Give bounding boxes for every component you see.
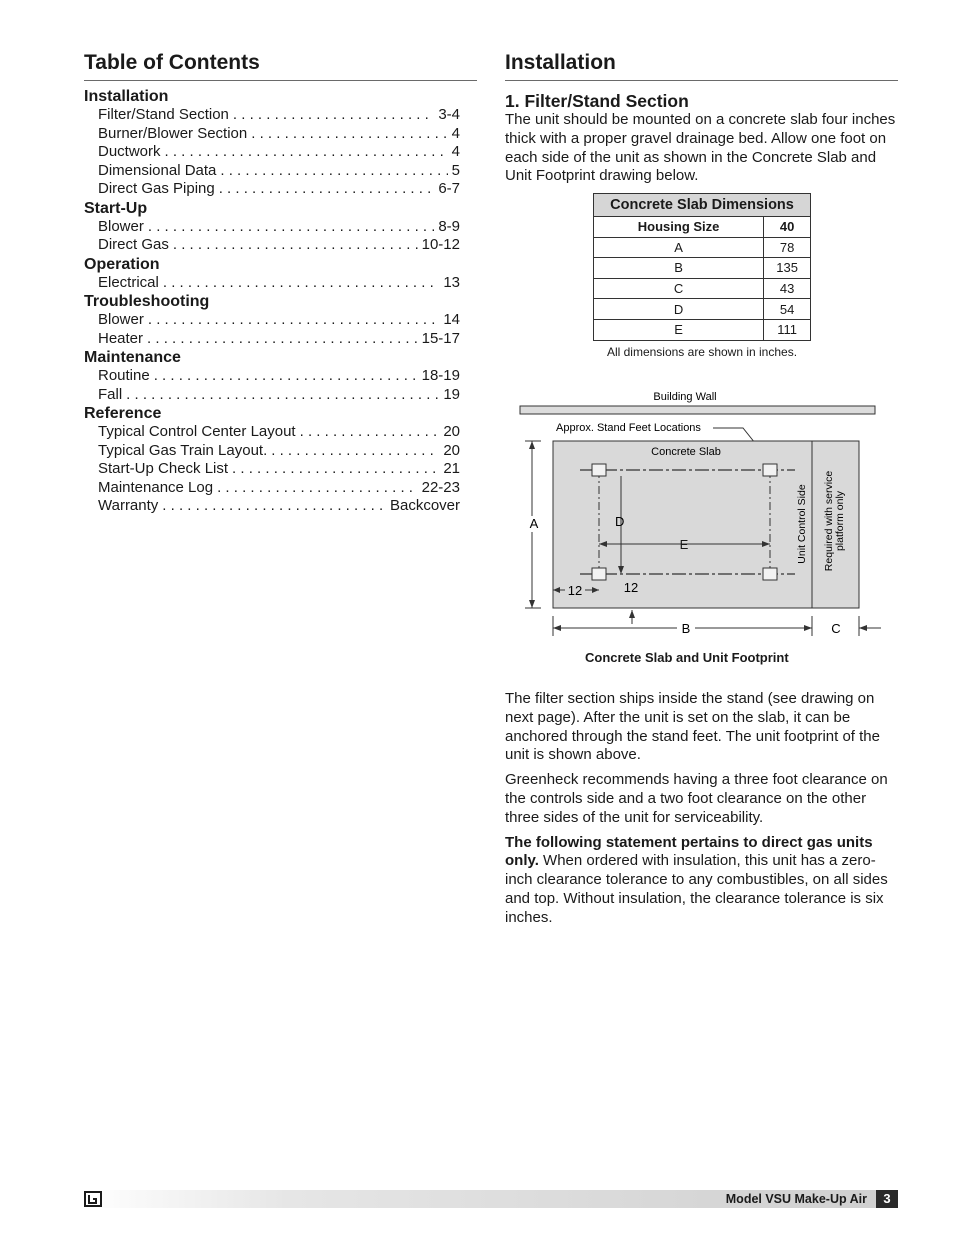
toc-entry[interactable] xyxy=(98,367,460,386)
table-row xyxy=(594,258,811,279)
table-caption: Concrete Slab Dimensions xyxy=(594,194,811,217)
toc-entry-page: 6-7 xyxy=(438,180,460,197)
table-row xyxy=(594,319,811,340)
toc-entry[interactable] xyxy=(98,274,460,293)
toc-leader-dots xyxy=(163,274,439,293)
direct-gas-statement-text: When ordered with insulation, this unit has a zero-inch clearance tolerance to any combustibles, on all sides and top. Without insulation, the clearance tolerance is six inches. xyxy=(505,852,888,926)
greenheck-logo xyxy=(84,1191,102,1207)
dimension-value-cell: 54 xyxy=(764,299,811,320)
toc-group-title: Reference xyxy=(84,405,162,422)
dimension-label-cell: B xyxy=(594,258,764,279)
toc-entry-page: 14 xyxy=(443,311,460,328)
toc-entry-page: 21 xyxy=(443,460,460,477)
toc-entry[interactable] xyxy=(98,218,460,237)
stand-foot-bottom-right xyxy=(763,568,777,580)
building-wall xyxy=(520,406,875,414)
toc-list xyxy=(84,87,477,516)
toc-group-title: Start-Up xyxy=(84,199,148,217)
diagram-caption: Concrete Slab and Unit Footprint xyxy=(585,650,789,665)
installation-title: Installation xyxy=(505,50,898,81)
dimension-label-cell: E xyxy=(594,319,764,340)
table-row xyxy=(594,299,811,320)
label-12-bottom: 12 xyxy=(623,580,639,595)
intro-paragraph: The unit should be mounted on a concrete slab four inches thick with a proper gravel drainage bed. Allow one foot on each side of the unit as shown in the Concrete Slab and Unit Footprint drawing below. xyxy=(505,111,896,185)
filter-stand-subtitle: 1. Filter/Stand Section xyxy=(505,91,689,111)
footer-model: Model VSU Make-Up Air xyxy=(725,1192,867,1206)
table-body xyxy=(594,237,811,340)
dimension-label-cell: A xyxy=(594,237,764,258)
toc-entry[interactable] xyxy=(98,442,460,461)
toc-group-title: Troubleshooting xyxy=(84,293,210,310)
toc-entry[interactable] xyxy=(98,180,460,199)
toc-leader-dots xyxy=(147,330,418,349)
toc-leader-dots xyxy=(148,311,439,330)
table-row xyxy=(594,237,811,258)
table-note: All dimensions are shown in inches. xyxy=(606,344,798,359)
toc-entry-page: 15-17 xyxy=(421,329,460,347)
toc-entry-page: 8-9 xyxy=(438,217,460,235)
toc-entry-text: Ductwork xyxy=(98,143,161,160)
toc-entry-page: 5 xyxy=(451,161,460,179)
logo-icon xyxy=(84,1191,102,1207)
stand-foot-top-left xyxy=(592,464,606,476)
toc-entry-page: 20 xyxy=(443,423,460,440)
toc-entry-page: 19 xyxy=(443,385,460,403)
toc-leader-dots xyxy=(220,162,447,181)
dimension-value-cell: 135 xyxy=(764,258,811,279)
toc-entry[interactable] xyxy=(98,330,460,349)
toc-entry[interactable] xyxy=(98,162,460,181)
toc-group-title: Maintenance xyxy=(84,349,181,366)
toc-entry-text: Dimensional Data xyxy=(98,161,217,179)
dimension-value-cell: 43 xyxy=(764,278,811,299)
dimension-b-arrow-right xyxy=(804,625,812,631)
label-c: C xyxy=(831,621,841,636)
toc-entry-text: Direct Gas Piping xyxy=(98,180,215,197)
toc-entry-text: Maintenance Log xyxy=(98,478,214,496)
toc-entry[interactable] xyxy=(98,125,460,144)
label-12-left: 12 xyxy=(567,583,583,598)
dimension-a-arrow-top xyxy=(529,441,535,449)
installation-section xyxy=(505,50,898,926)
toc-leader-dots xyxy=(217,479,418,498)
unit-control-side-label: Unit Control Side xyxy=(796,484,808,564)
slab-footprint-diagram xyxy=(505,388,898,668)
dimension-value-cell: 111 xyxy=(764,319,811,340)
toc-entry[interactable] xyxy=(98,460,460,479)
paragraph-direct-gas xyxy=(505,834,898,928)
toc-entry[interactable] xyxy=(98,143,460,162)
service-platform-label-line1: Required with service xyxy=(823,470,835,572)
concrete-slab-dimensions-table xyxy=(593,193,811,359)
toc-entry-text: Fall xyxy=(98,385,123,403)
toc-entry-page: 3-4 xyxy=(438,106,460,123)
toc-leader-dots xyxy=(154,367,418,386)
toc-entry-text: Heater xyxy=(98,329,144,347)
paragraph-clearance: Greenheck recommends having a three foot clearance on the controls side and a two foot clearance on the other three sides of the unit for serviceability. xyxy=(505,771,888,826)
toc-entry-page: 13 xyxy=(443,273,460,291)
direct-gas-statement-bold: The following statement pertains to direct gas units only. xyxy=(505,833,873,870)
page-number: 3 xyxy=(876,1190,898,1208)
toc-leader-dots xyxy=(232,460,439,479)
stand-foot-bottom-left xyxy=(592,568,606,580)
toc-leader-dots xyxy=(233,106,434,125)
dimension-label-cell: D xyxy=(594,299,764,320)
toc-group-title: Installation xyxy=(84,88,169,105)
concrete-slab-label: Concrete Slab xyxy=(651,446,721,458)
toc-entry-text: Electrical xyxy=(98,273,159,291)
toc-entry[interactable] xyxy=(98,311,460,330)
paragraph-filter-section: The filter section ships inside the stand (see drawing on next page). After the unit is set on the slab, it can be anchored through the stand feet. The unit footprint of the unit is shown above. xyxy=(505,690,880,764)
toc-leader-dots xyxy=(219,180,435,199)
stand-foot-top-right xyxy=(763,464,777,476)
toc-entry[interactable] xyxy=(98,106,460,125)
toc-entry-page: 10-12 xyxy=(421,236,460,253)
toc-entry-page: 4 xyxy=(451,143,460,160)
toc-entry[interactable] xyxy=(98,236,460,255)
dimension-label-cell: C xyxy=(594,278,764,299)
building-wall-label: Building Wall xyxy=(653,391,717,403)
toc-group-title: Operation xyxy=(84,255,160,273)
toc-entry-text: Blower xyxy=(98,311,144,328)
toc-entry-text: Start-Up Check List xyxy=(98,460,229,477)
toc-entry-page: 20 xyxy=(443,441,460,459)
stand-feet-label: Approx. Stand Feet Locations xyxy=(556,422,701,434)
toc-entry-text: Direct Gas xyxy=(98,236,169,253)
table-header-housing-size: Housing Size xyxy=(594,217,764,238)
toc-leader-dots xyxy=(165,143,448,162)
table-of-contents xyxy=(84,50,477,516)
toc-leader-dots xyxy=(126,386,439,405)
toc-entry[interactable] xyxy=(98,497,460,516)
toc-entry-text: Typical Control Center Layout xyxy=(98,423,296,440)
toc-entry-text: Routine xyxy=(98,367,150,384)
toc-leader-dots xyxy=(173,236,418,255)
label-e: E xyxy=(679,537,689,552)
dimension-b-arrow-left xyxy=(553,625,561,631)
toc-entry[interactable] xyxy=(98,423,460,442)
label-b: B xyxy=(681,621,691,636)
toc-entry[interactable] xyxy=(98,386,460,405)
toc-entry[interactable] xyxy=(98,479,460,498)
installation-body xyxy=(505,690,898,934)
toc-leader-dots xyxy=(300,423,440,442)
toc-entry-page: 22-23 xyxy=(421,478,460,496)
dimension-12-bottom-arrow xyxy=(629,610,635,618)
toc-entry-page: Backcover xyxy=(389,497,460,514)
toc-entry-text: Burner/Blower Section xyxy=(98,124,248,142)
table-header-size-value: 40 xyxy=(764,217,811,238)
toc-entry-text: Filter/Stand Section xyxy=(98,106,229,123)
toc-title: Table of Contents xyxy=(84,50,477,81)
toc-leader-dots xyxy=(251,125,447,144)
label-a: A xyxy=(529,516,539,531)
toc-entry-text: Warranty xyxy=(98,497,159,514)
toc-entry-text: Typical Gas Train Layout. xyxy=(98,441,268,459)
table-row xyxy=(594,278,811,299)
dimension-value-cell: 78 xyxy=(764,237,811,258)
toc-entry-page: 18-19 xyxy=(421,367,460,384)
toc-leader-dots xyxy=(148,218,434,237)
toc-leader-dots xyxy=(271,442,439,461)
label-d: D xyxy=(615,514,625,529)
dimension-c-arrow xyxy=(859,625,867,631)
service-platform-label-line2: platform only xyxy=(834,490,846,552)
toc-entry-page: 4 xyxy=(451,124,460,142)
dimension-a-arrow-bottom xyxy=(529,600,535,608)
toc-leader-dots xyxy=(162,497,386,516)
toc-entry-text: Blower xyxy=(98,217,144,235)
